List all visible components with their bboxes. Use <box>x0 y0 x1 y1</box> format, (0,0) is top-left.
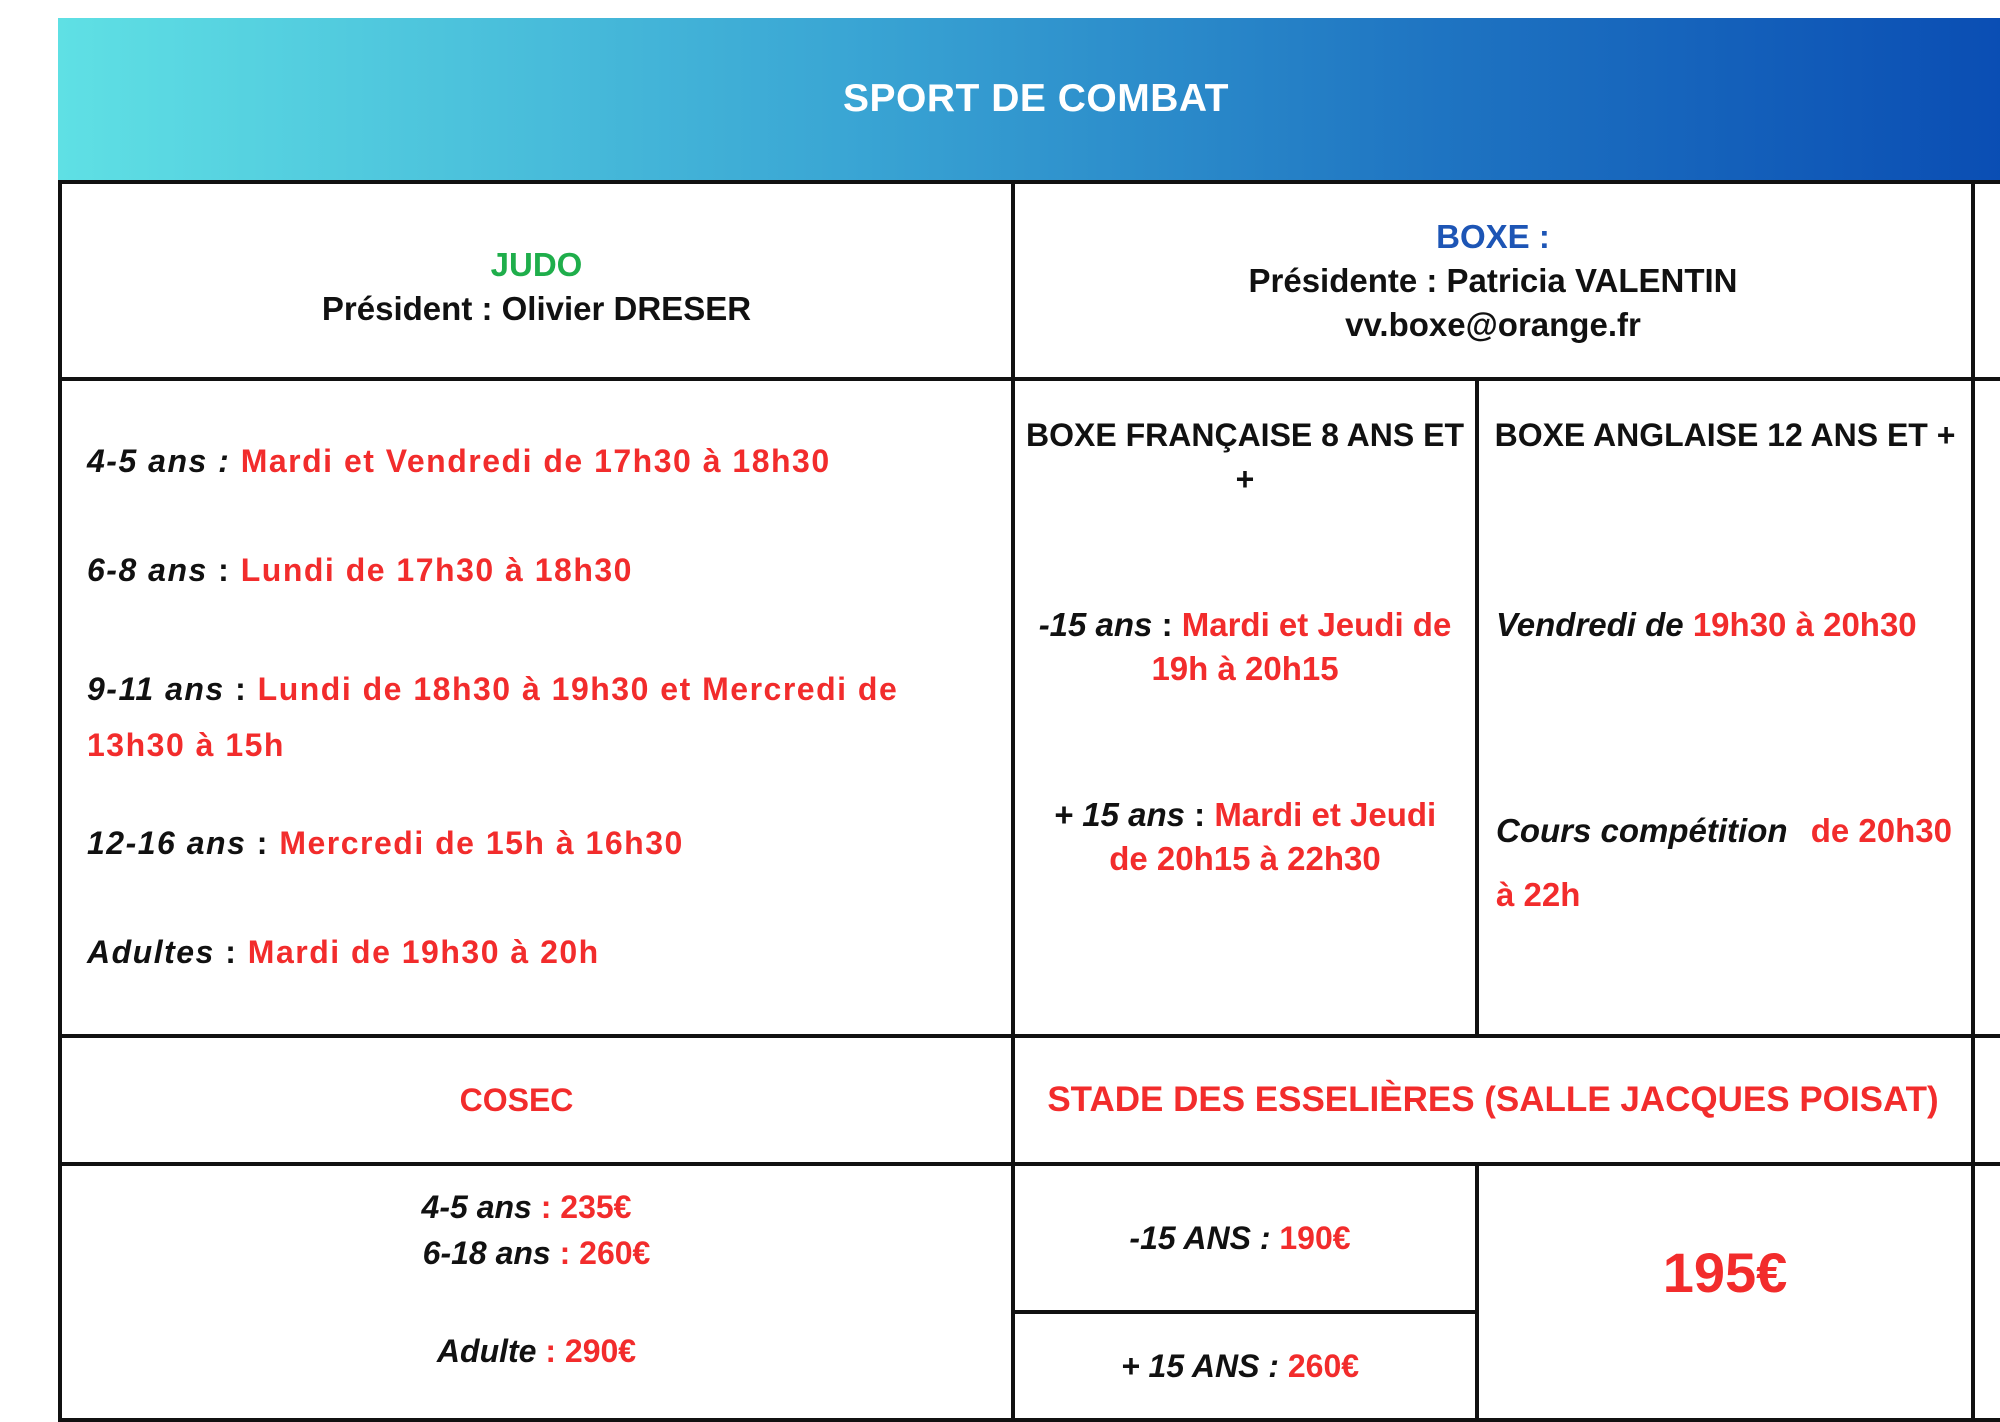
schedule-times: Lundi de 17h30 à 18h30 <box>240 552 633 588</box>
judo-president: Président : Olivier DRESER <box>321 289 752 327</box>
age-label: Adultes <box>87 934 215 970</box>
separator: : <box>246 825 280 861</box>
schedule-times: Mercredi de 15h à 16h30 <box>279 825 684 861</box>
price-label: 4-5 ans <box>421 1189 532 1225</box>
grid-line <box>58 1418 2000 1422</box>
judo-price-adult <box>62 1333 1011 1370</box>
page-title: SPORT DE COMBAT <box>843 77 1229 120</box>
age-label: 12-16 ans <box>87 825 247 861</box>
boxe-header-cell <box>1015 184 1971 377</box>
price-label: + 15 ANS : <box>1120 1347 1279 1384</box>
age-label: 6-8 ans <box>87 552 208 588</box>
price-value: 190€ <box>1270 1219 1351 1256</box>
boxe-anglaise-price-cell <box>1479 1166 1971 1418</box>
boxe-francaise-price-cell <box>1015 1314 1475 1418</box>
schedule-times: Lundi de 18h30 à 19h30 et Mercredi de <box>257 671 899 707</box>
judo-schedule-row <box>87 661 898 773</box>
judo-venue: COSEC <box>459 1082 574 1118</box>
boxe-president: Présidente : Patricia VALENTIN <box>1248 261 1738 299</box>
schedule-times: 19h30 à 20h30 <box>1683 606 1917 643</box>
separator: : <box>224 671 258 707</box>
price-value: : 235€ <box>531 1189 632 1225</box>
boxe-title: BOXE : <box>1436 217 1550 255</box>
price-value: : 290€ <box>536 1333 637 1369</box>
price-label: Adulte <box>436 1333 537 1369</box>
separator: : <box>207 552 241 588</box>
judo-header-cell <box>62 184 1011 377</box>
price-label: 6-18 ans <box>422 1235 551 1271</box>
boxe-anglaise-heading: BOXE ANGLAISE 12 ANS ET + <box>1494 417 1956 453</box>
price-label: -15 ANS : <box>1129 1219 1271 1256</box>
separator: : <box>1184 796 1215 833</box>
schedule-times: de 20h30 <box>1810 812 1952 849</box>
price-value: : 260€ <box>550 1235 651 1271</box>
age-label: + 15 ans <box>1053 796 1185 833</box>
price-value: 260€ <box>1278 1347 1360 1384</box>
judo-schedule-row <box>87 934 600 971</box>
judo-schedule-row <box>87 825 684 862</box>
boxe-venue-cell <box>1015 1038 1971 1162</box>
day-label: Vendredi de <box>1496 606 1684 643</box>
boxe-email: vv.boxe@orange.fr <box>1345 305 1641 343</box>
boxe-francaise-price-cell <box>1015 1166 1475 1310</box>
judo-venue-cell <box>62 1038 1011 1162</box>
boxe-anglaise-cell <box>1479 381 1971 1034</box>
schedule-times: de 20h15 à 22h30 <box>1109 840 1381 877</box>
age-label: 9-11 ans <box>87 671 225 707</box>
judo-price-list <box>62 1184 1011 1276</box>
age-label: 4-5 ans : <box>87 443 231 479</box>
judo-schedule-row <box>87 552 633 589</box>
schedule-times: Mardi et Jeudi de <box>1181 606 1452 643</box>
schedule-times: à 22h <box>1496 876 1581 913</box>
schedule-times: Mardi et Jeudi <box>1214 796 1437 833</box>
schedule-times: Mardi de 19h30 à 20h <box>247 934 600 970</box>
judo-schedule-row <box>87 443 831 480</box>
boxe-anglaise-slot <box>1496 799 1952 927</box>
boxe-venue: STADE DES ESSELIÈRES (SALLE JACQUES POISAT) <box>1047 1080 1939 1119</box>
boxe-francaise-heading: BOXE FRANÇAISE 8 ANS ET + <box>1026 417 1464 497</box>
boxe-francaise-cell <box>1015 381 1475 1034</box>
grid-line <box>1971 180 1975 1422</box>
separator: : <box>1152 606 1182 643</box>
boxe-anglaise-slot <box>1496 603 1917 647</box>
schedule-times: 19h à 20h15 <box>1151 650 1339 687</box>
judo-title: JUDO <box>490 245 583 283</box>
course-label: Cours compétition <box>1496 812 1788 849</box>
boxe-anglaise-price: 195€ <box>1662 1240 1788 1304</box>
schedule-times: 13h30 à 15h <box>87 727 285 763</box>
separator: : <box>214 934 248 970</box>
judo-prices-cell <box>62 1166 1011 1418</box>
age-label: -15 ans <box>1038 606 1153 643</box>
boxe-francaise-slot <box>1015 793 1475 881</box>
judo-schedule-cell <box>62 381 1011 1034</box>
boxe-francaise-slot <box>1015 603 1475 691</box>
page-header <box>58 18 2000 180</box>
schedule-times: Mardi et Vendredi de 17h30 à 18h30 <box>240 443 831 479</box>
